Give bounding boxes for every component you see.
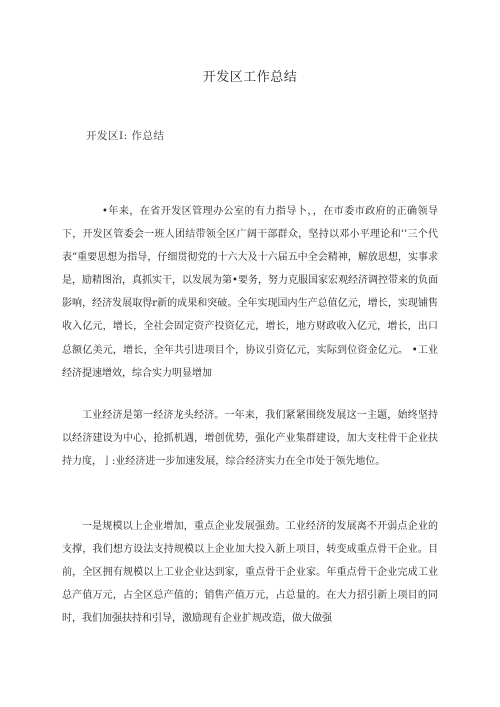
paragraph-3: 一是规模以上企业增加，重点企业发展强劲。工业经济的发展离不开弱点企业的支撑，我们想方设法支持规模以上企业加大投入新上项目，转变成重点骨干企业。目前，全区拥有规模以上工业企业达到家，重点骨干企业家。年重点骨干企业完成工业总产值万元，占全区总产值的；销售产值万元，占总量的。在大力招引新上项目的同时，我们加强扶持和引导，激励现有企业扩规改造，做大做强 [62, 521, 438, 625]
paragraph-1: •年来，在省开发区管理办公室的有力指导卜，，在市委市政府的正确领导下，开发区管委会一班人团结带领全区广阔干部群众，坚持以邓小平理论和’’三个代表”重要思想为指导，仔细贯彻党的十六大及十六届五中全会精神，解放思想，实事求是，励精图治，真抓实干，以发展为第•要务，努力克服国家宏观经济调控带来的负面影响，经济发展取得r新的成果和突破。全年实现国内生产总值亿元，增长，实现铺售收入亿元，增长，全社会固定资产投资亿元，增长，地方财政收入亿元，增长，出口总额亿美元，增长，全年共引进项目个，协议引资亿元，实际到位资金亿元。 •工业经济提速增效，综合实力明显增加 [62, 206, 438, 379]
document-subtitle: 开发区I: 作总结 [86, 130, 165, 142]
paragraph-2: 工业经济是第一经济龙头经济。一年来，我们紧紧围绕发展这一主题，始终坚持以经济建设为中心，抢抓机遇，增创优势，强化产业集群建设，加大支柱骨干企业扶持力度，亅:业经济进一步加速发展，综合经济实力在全市处于领先地位。 [62, 410, 438, 468]
document-title: 开发区工作总结 [202, 70, 298, 85]
